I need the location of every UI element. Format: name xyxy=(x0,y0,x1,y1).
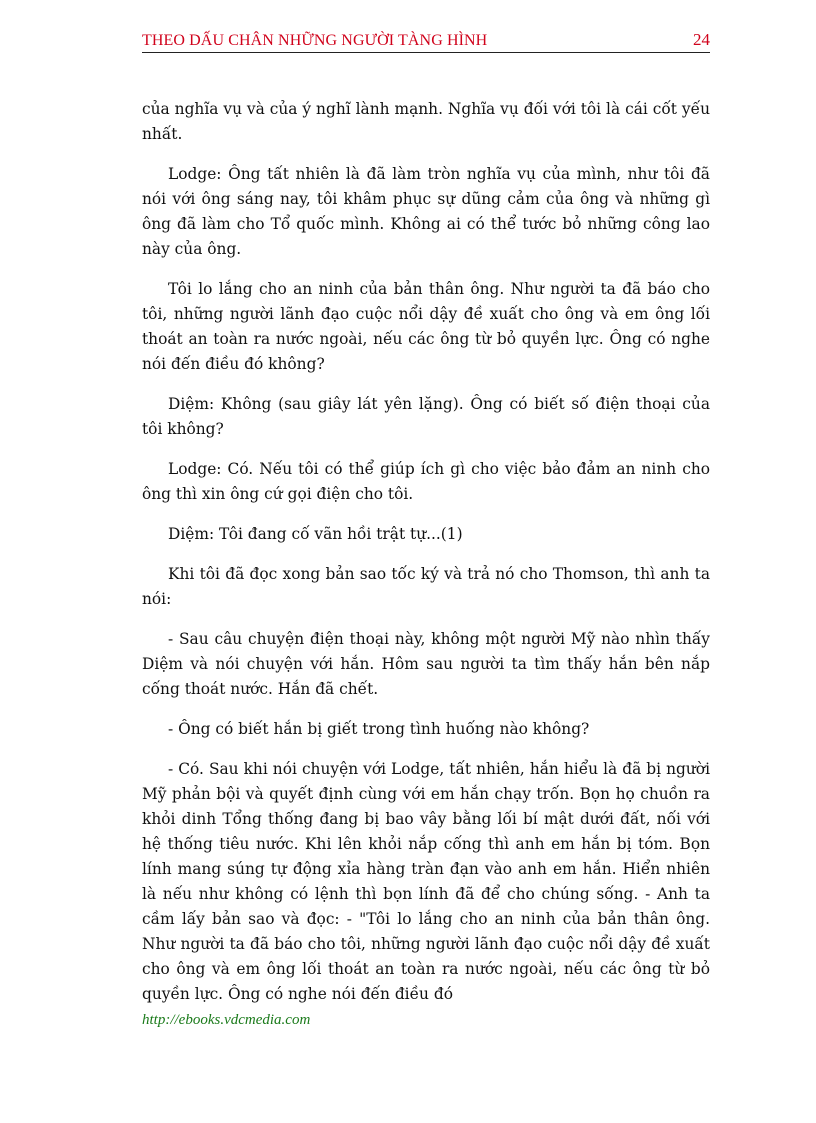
paragraph: Lodge: Có. Nếu tôi có thể giúp ích gì cho việc bảo đảm an ninh cho ông thì xin ông cứ gọi điện cho tôi. xyxy=(142,460,710,503)
paragraph: - Có. Sau khi nói chuyện với Lodge, tất nhiên, hắn hiểu là đã bị người Mỹ phản bội và quyết định cùng với em hắn chạy trốn. Bọn họ chuồn ra khỏi dinh Tổng thống đang bị bao vây bằng lối bí mật dưới đất, nối với hệ thống tiêu nước. Khi lên khỏi nắp cống thì anh em hắn bị tóm. Bọn lính mang súng tự động xỉa hàng tràn đạn vào anh em hắn. Hiển nhiên là nếu như không có lệnh thì bọn lính đã để cho chúng sống. - Anh ta cầm lấy bản sao và đọc: - "Tôi lo lắng cho an ninh của bản thân ông. Như người ta đã báo cho tôi, những người lãnh đạo cuộc nổi dậy đề xuất cho ông và em ông lối thoát an toàn ra nước ngoài, nếu các ông từ bỏ quyền lực. Ông có nghe nói đến điều đó xyxy=(142,760,710,1003)
paragraph: Lodge: Ông tất nhiên là đã làm tròn nghĩa vụ của mình, như tôi đã nói với ông sáng nay, tôi khâm phục sự dũng cảm của ông và những gì ông đã làm cho Tổ quốc mình. Không ai có thể tước bỏ những công lao này của ông. xyxy=(142,165,710,258)
paragraph: Diệm: Không (sau giây lát yên lặng). Ông có biết số điện thoại của tôi không? xyxy=(142,395,710,438)
page-number: 24 xyxy=(693,30,710,49)
book-title: THEO DẤU CHÂN NHỮNG NGƯỜI TÀNG HÌNH xyxy=(142,32,488,49)
paragraph: - Ông có biết hắn bị giết trong tình huống nào không? xyxy=(168,720,590,738)
page-body xyxy=(142,97,710,1022)
paragraph: Diệm: Tôi đang cố vãn hồi trật tự...(1) xyxy=(168,525,463,543)
paragraph: Tôi lo lắng cho an ninh của bản thân ông. Như người ta đã báo cho tôi, những người lãnh đạo cuộc nổi dậy đề xuất cho ông và em ông lối thoát an toàn ra nước ngoài, nếu các ông từ bỏ quyền lực. Ông có nghe nói đến điều đó không? xyxy=(142,280,710,373)
paragraph: của nghĩa vụ và của ý nghĩ lành mạnh. Nghĩa vụ đối với tôi là cái cốt yếu nhất. xyxy=(142,100,710,143)
paragraph: - Sau câu chuyện điện thoại này, không một người Mỹ nào nhìn thấy Diệm và nói chuyện với hắn. Hôm sau người ta tìm thấy hắn bên nắp cống thoát nước. Hắn đã chết. xyxy=(142,630,710,698)
paragraph: Khi tôi đã đọc xong bản sao tốc ký và trả nó cho Thomson, thì anh ta nói: xyxy=(142,565,710,608)
page-header xyxy=(142,30,710,53)
footer-link[interactable]: http://ebooks.vdcmedia.com xyxy=(142,1012,311,1028)
